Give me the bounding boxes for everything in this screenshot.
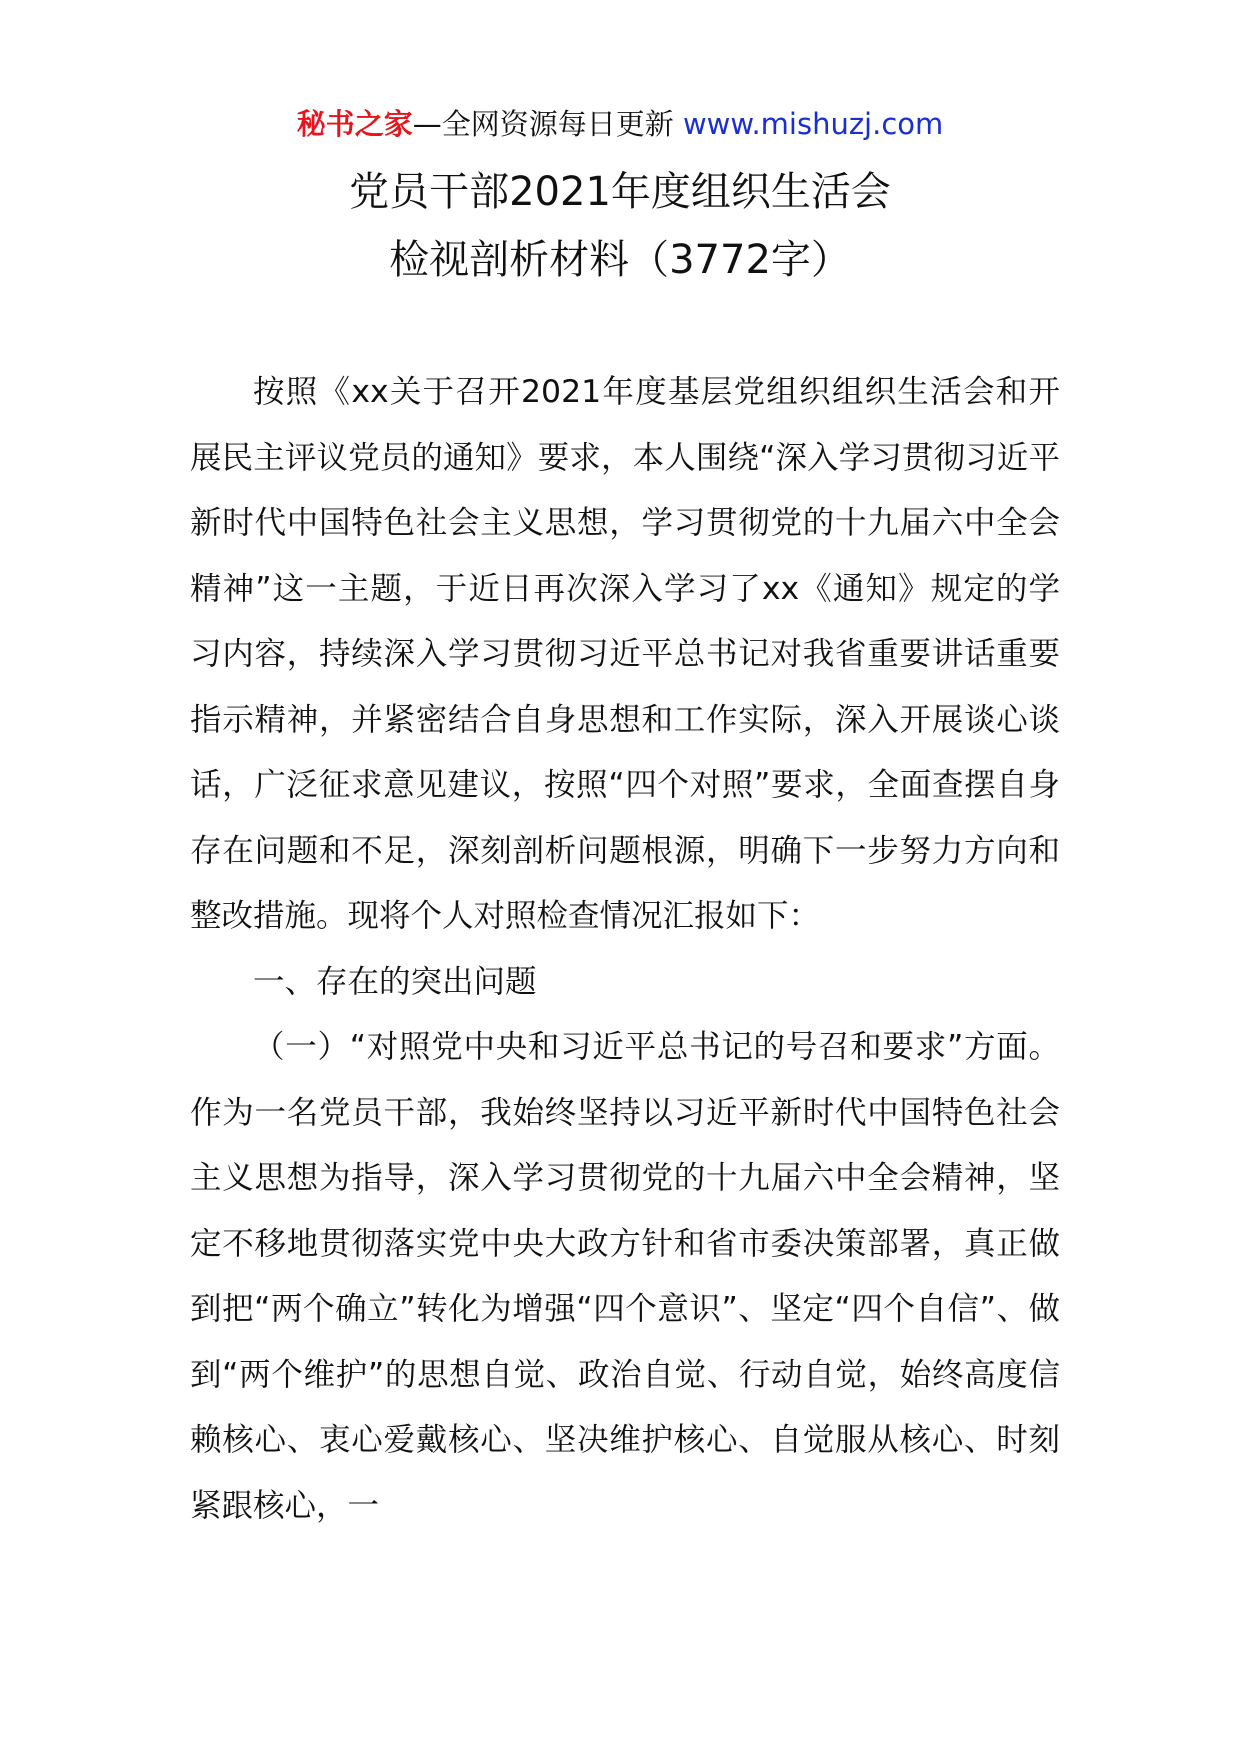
document-title-line-2: 检视剖析材料（3772字） xyxy=(389,237,851,283)
site-url-link[interactable]: www.mishuzj.com xyxy=(682,107,944,141)
header-slogan: —全网资源每日更新 xyxy=(412,107,674,141)
brand-name: 秘书之家 xyxy=(296,107,413,141)
section-heading-1: 一、存在的突出问题 xyxy=(253,963,537,1000)
site-header xyxy=(0,104,1240,144)
document-title-line-1: 党员干部2021年度组织生活会 xyxy=(349,169,891,215)
paragraph-section-1-item-1: （一）“对照党中央和习近平总书记的号召和要求”方面。作为一名党员干部，我始终坚持以习近平新时代中国特色社会主义思想为指导，深入学习贯彻党的十九届六中全会精神，坚定不移地贯彻落实党中央大政方针和省市委决策部署，真正做到把“两个确立”转化为增强“四个意识”、坚定“四个自信”、做到“两个维护”的思想自觉、政治自觉、行动自觉，始终高度信赖核心、衷心爱戴核心、坚决维护核心、自觉服从核心、时刻紧跟核心，一 xyxy=(190,1029,1060,1524)
paragraph-intro: 按照《xx关于召开2021年度基层党组织组织生活会和开展民主评议党员的通知》要求，本人围绕“深入学习贯彻习近平新时代中国特色社会主义思想，学习贯彻党的十九届六中全会精神”这一主题，于近日再次深入学习了xx《通知》规定的学习内容，持续深入学习贯彻习近平总书记对我省重要讲话重要指示精神，并紧密结合自身思想和工作实际，深入开展谈心谈话，广泛征求意见建议，按照“四个对照”要求，全面查摆自身存在问题和不足，深刻剖析问题根源，明确下一步努力方向和整改措施。现将个人对照检查情况汇报如下： xyxy=(190,374,1060,934)
document-body xyxy=(190,360,1060,1539)
